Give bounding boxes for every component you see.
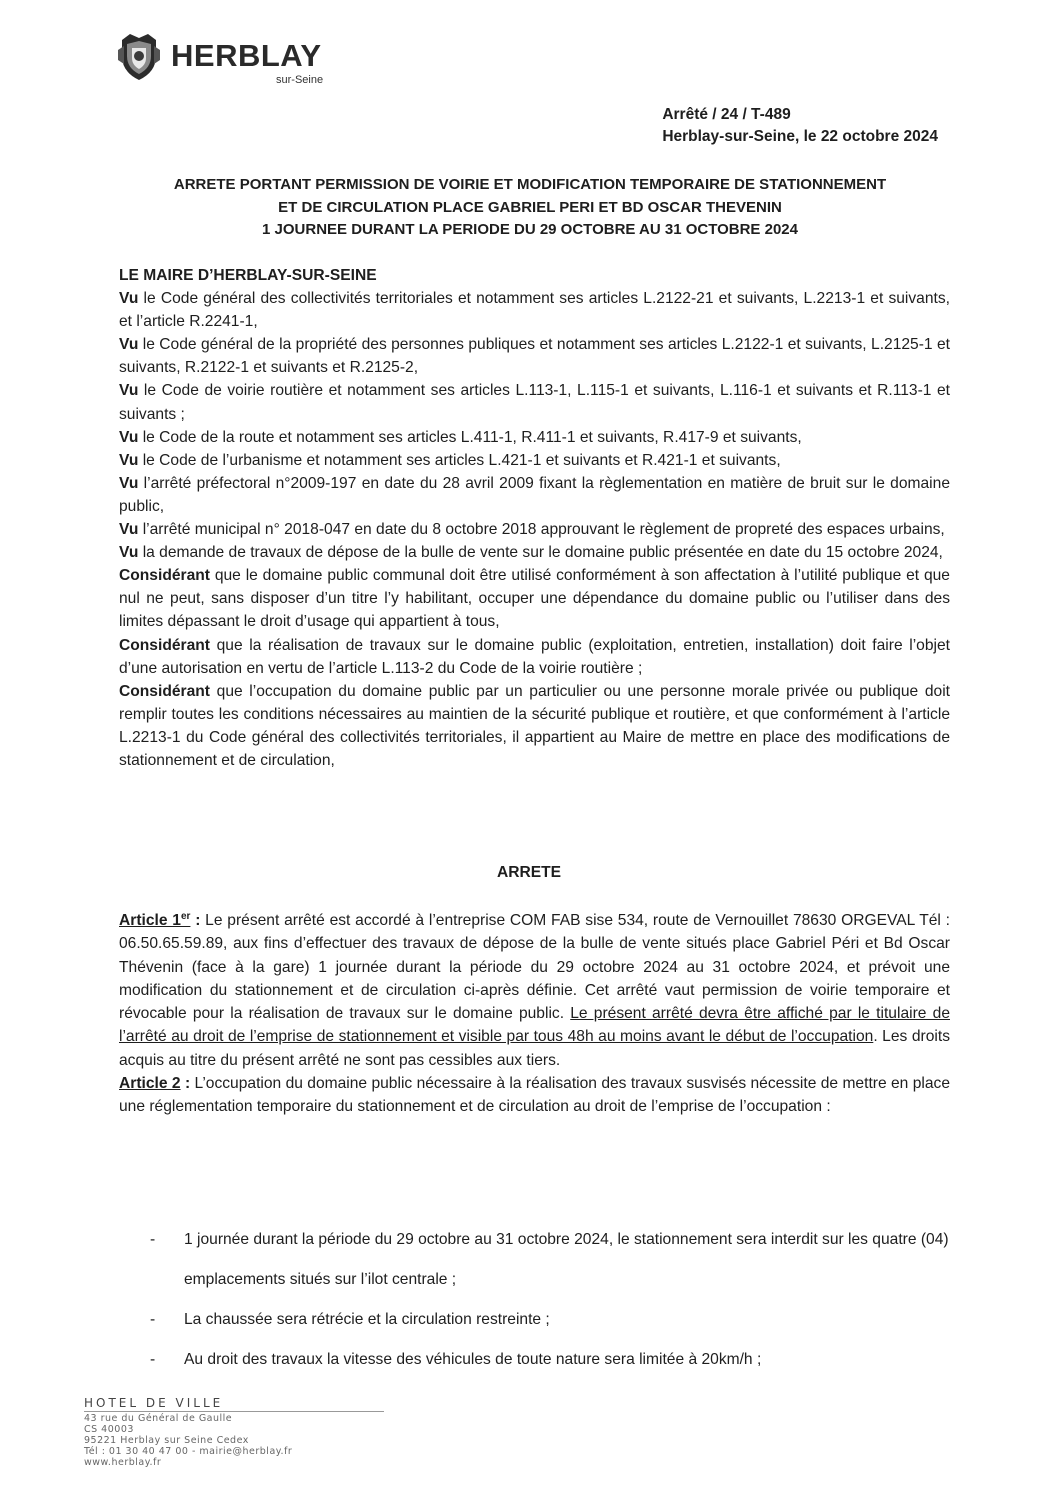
article-1-text-b: . Les droits acquis au titre du présent arrêté ne sont pas cessibles aux tiers. <box>119 1028 950 1069</box>
vu-keyword: Vu <box>119 382 139 400</box>
vu-keyword: Vu <box>119 544 139 562</box>
vu-paragraph <box>119 287 950 333</box>
article-2-colon: : <box>180 1075 191 1093</box>
considerant-text: que la réalisation de travaux sur le domaine public (exploitation, entretien, installation) doit faire l’objet d’une autorisation en vertu de l’article L.113-2 du Code de la voirie routière ; <box>119 636 950 677</box>
vu-text: le Code général des collectivités territoriales et notamment ses articles L.2122-21 et suivants, L.2213-1 et suivants, et l’article R.2241-1, <box>119 290 950 331</box>
vu-keyword: Vu <box>119 521 139 539</box>
article-1-label <box>119 912 190 929</box>
list-item-text: Au droit des travaux la vitesse des véhicules de toute nature sera limitée à 20km/h ; <box>184 1351 762 1368</box>
considerant-paragraph <box>119 680 950 772</box>
city-logo <box>116 28 336 88</box>
title-line: ARRETE PORTANT PERMISSION DE VOIRIE ET MODIFICATION TEMPORAIRE DE STATIONNEMENT <box>173 176 887 193</box>
considerant-text: que le domaine public communal doit être utilisé conformément à son affectation à l’utilité publique et que nul ne peut, sans disposer d’un titre l’y habilitant, occuper une dépendance du domaine public ou l’utiliser dans des limites dépassant le droit d’usage qui appartient à tous, <box>119 567 950 631</box>
city-hall-footer <box>84 1396 404 1468</box>
article-1-text-a: Le présent arrêté est accordé à l’entreprise COM FAB sise 534, route de Vernouillet 78630 ORGEVAL Tél : 06.50.65.59.89, aux fins d’effectuer des travaux de dépose de la bulle de vente situés place Gabriel Péri et Bd Oscar Thévenin (face à la gare) 1 journée durant la période du 29 octobre 2024 au 31 octobre 2024, et prévoit une modification du stationnement et de circulation ci-après définie. Cet arrêté vaut permission de voirie temporaire et révocable pour la réalisation de travaux sur le domaine public. <box>119 912 950 1023</box>
vu-keyword: Vu <box>119 451 139 469</box>
footer-divider <box>84 1411 384 1412</box>
logo-wordmark: HERBLAY <box>171 38 322 73</box>
vu-paragraph <box>119 541 950 564</box>
footer-title: HOTEL DE VILLE <box>84 1396 224 1410</box>
dash-icon: - <box>150 1231 156 1248</box>
dash-icon: - <box>150 1311 156 1328</box>
considerant-paragraph <box>119 564 950 633</box>
article-2-text: L’occupation du domaine public nécessaire à la réalisation des travaux susvisés nécessite de mettre en place une réglementation temporaire du stationnement et de circulation au droit de l’emprise de l’occupation : <box>119 1075 950 1116</box>
place-date: Herblay-sur-Seine, le 22 octobre 2024 <box>662 128 938 145</box>
footer-address: 43 rue du Général de Gaulle <box>84 1413 233 1424</box>
vu-paragraph <box>119 518 950 541</box>
vu-keyword: Vu <box>119 428 139 446</box>
vu-text: l’arrêté municipal n° 2018-047 en date du 8 octobre 2018 approuvant le règlement de propreté des espaces urbains, <box>142 521 945 539</box>
considerant-paragraph <box>119 634 950 680</box>
vu-text: le Code de voirie routière et notamment ses articles L.113-1, L.115-1 et suivants, L.116-1 et suivants et R.113-1 et suivants ; <box>119 382 950 423</box>
article-2-label: Article 2 <box>119 1075 181 1093</box>
article-1-colon: : <box>190 912 201 929</box>
articles <box>119 909 950 1119</box>
vu-keyword: Vu <box>119 290 139 308</box>
considerant-text: que l’occupation du domaine public par un particulier ou une personne morale privée ou publique doit remplir toutes les conditions nécessaires au maintien de la sécurité publique et routière, et que conformément à l’article L.2213-1 du Code général des collectivités territoriales, il appartient au Maire de mettre en place des modifications de stationnement et de circulation, <box>119 682 951 769</box>
decision-heading: ARRETE <box>496 864 562 881</box>
article-1 <box>119 909 950 1072</box>
considerant-keyword: Considérant <box>119 636 210 654</box>
footer-city: 95221 Herblay sur Seine Cedex <box>84 1435 249 1446</box>
article-1-sup: er <box>180 910 191 922</box>
reference-block <box>662 104 938 148</box>
logo-subtitle: sur-Seine <box>276 74 324 86</box>
vu-text: le Code de la route et notamment ses articles L.411-1, R.411-1 et suivants, R.417-9 et suivants, <box>142 428 802 446</box>
dash-icon: - <box>150 1351 156 1368</box>
vu-text: l’arrêté préfectoral n°2009-197 en date du 28 avril 2009 fixant la règlementation en matière de bruit sur le domaine public, <box>119 474 950 515</box>
preamble <box>119 264 950 772</box>
title-line: ET DE CIRCULATION PLACE GABRIEL PERI ET BD OSCAR THEVENIN <box>278 198 782 216</box>
vu-keyword: Vu <box>119 336 139 354</box>
vu-paragraph <box>119 379 950 425</box>
considerant-keyword: Considérant <box>119 682 210 700</box>
measures-list <box>150 1220 950 1380</box>
list-item <box>150 1340 950 1380</box>
list-item-text: 1 journée durant la période du 29 octobre au 31 octobre 2024, le stationnement sera interdit sur les quatre (04) emplacements situés sur l’ilot centrale ; <box>184 1231 949 1288</box>
article-1-label-text: Article 1 <box>119 912 181 929</box>
coat-of-arms-icon <box>116 30 162 82</box>
vu-paragraph <box>119 426 950 449</box>
title-line: 1 JOURNEE DURANT LA PERIODE DU 29 OCTOBRE AU 31 OCTOBRE 2024 <box>262 221 798 238</box>
considerant-keyword: Considérant <box>119 567 210 585</box>
vu-text: la demande de travaux de dépose de la bulle de vente sur le domaine public présentée en date du 15 octobre 2024, <box>142 544 943 562</box>
list-item <box>150 1300 950 1340</box>
vu-paragraph <box>119 472 950 518</box>
footer-contact: Tél : 01 30 40 47 00 - mairie@herblay.fr <box>84 1446 293 1457</box>
document-title <box>90 174 970 242</box>
list-item <box>150 1220 950 1300</box>
article-1-display-notice: Le présent arrêté devra être affiché par le titulaire de l’arrêté au droit de l’emprise de stationnement et visible par tous 48h au moins avant le début de l’occupation <box>119 1005 950 1046</box>
vu-text: le Code de l’urbanisme et notamment ses articles L.421-1 et suivants et R.421-1 et suivants, <box>142 451 781 469</box>
footer-postbox: CS 40003 <box>84 1424 134 1435</box>
decree-number: Arrêté / 24 / T-489 <box>662 106 791 123</box>
vu-text: le Code général de la propriété des personnes publiques et notamment ses articles L.2122-1 et suivants, L.2125-1 et suivants, R.2122-1 et suivants et R.2125-2, <box>119 336 950 377</box>
vu-keyword: Vu <box>119 474 139 492</box>
vu-paragraph <box>119 449 950 472</box>
article-2 <box>119 1072 950 1119</box>
footer-website: www.herblay.fr <box>84 1457 162 1468</box>
vu-paragraph <box>119 333 950 379</box>
list-item-text: La chaussée sera rétrécie et la circulation restreinte ; <box>184 1311 550 1328</box>
mayor-heading: LE MAIRE D’HERBLAY-SUR-SEINE <box>119 267 377 284</box>
